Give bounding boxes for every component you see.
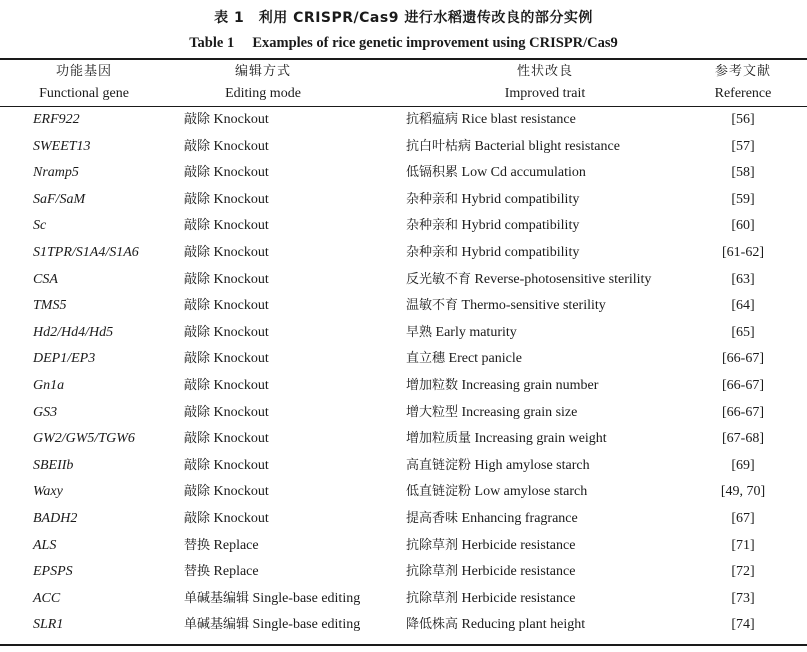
header-mode-cn: 编辑方式 bbox=[234, 64, 291, 79]
reference-cell: [67-68] bbox=[722, 431, 764, 447]
improved-trait-cell bbox=[406, 426, 607, 453]
trait-cn: 增加粒数 bbox=[406, 377, 459, 393]
mode-cn: 敲除 bbox=[184, 218, 211, 234]
gene-cell: SaF/SaM bbox=[33, 191, 86, 207]
table-row bbox=[0, 426, 807, 453]
header-trait-cn: 性状改良 bbox=[516, 64, 573, 79]
editing-mode-cell bbox=[184, 267, 269, 294]
editing-mode-cell bbox=[184, 160, 269, 187]
mode-cn: 敲除 bbox=[184, 377, 211, 393]
improved-trait-cell bbox=[406, 240, 579, 267]
mode-cn: 敲除 bbox=[184, 484, 211, 500]
trait-cn: 抗除草剂 bbox=[406, 537, 459, 553]
trait-cn: 低镉积累 bbox=[406, 165, 459, 181]
mode-cn: 敲除 bbox=[184, 431, 211, 447]
mode-cn: 敲除 bbox=[184, 191, 211, 207]
trait-en: Hybrid compatibility bbox=[461, 218, 580, 234]
improved-trait-cell bbox=[406, 586, 575, 613]
mode-en: Knockout bbox=[213, 457, 269, 473]
trait-en: High amylose starch bbox=[474, 457, 590, 473]
improved-trait-cell bbox=[406, 533, 575, 560]
gene-cell: Hd2/Hd4/Hd5 bbox=[33, 324, 114, 340]
gene-cell: Sc bbox=[33, 218, 47, 234]
reference-cell: [63] bbox=[731, 271, 755, 287]
trait-cn: 抗白叶枯病 bbox=[406, 138, 472, 154]
mode-cn: 敲除 bbox=[184, 457, 211, 473]
table-row bbox=[0, 559, 807, 586]
header-editing-mode bbox=[168, 61, 358, 105]
gene-cell: Gn1a bbox=[33, 377, 65, 393]
gene-cell: ACC bbox=[33, 590, 61, 606]
mode-en: Knockout bbox=[213, 271, 269, 287]
table-row bbox=[0, 240, 807, 267]
header-mode-en: Editing mode bbox=[225, 86, 301, 101]
gene-cell: EPSPS bbox=[33, 564, 73, 580]
table-caption-english: Table 1 Examples of rice genetic improvement using CRISPR/Cas9 bbox=[189, 35, 618, 51]
mode-cn: 敲除 bbox=[184, 404, 211, 420]
trait-en: Herbicide resistance bbox=[461, 590, 576, 606]
editing-mode-cell bbox=[184, 453, 269, 480]
header-gene-cn: 功能基因 bbox=[55, 64, 112, 79]
gene-cell: Nramp5 bbox=[33, 165, 79, 181]
trait-en: Bacterial blight resistance bbox=[474, 138, 620, 154]
improved-trait-cell bbox=[406, 479, 587, 506]
trait-en: Thermo-sensitive sterility bbox=[461, 298, 606, 314]
table-row bbox=[0, 267, 807, 294]
bottom-rule bbox=[0, 644, 807, 646]
header-reference-cn: 参考文献 bbox=[714, 64, 771, 79]
mode-cn: 敲除 bbox=[184, 112, 211, 127]
mode-cn: 敲除 bbox=[184, 244, 211, 260]
improved-trait-cell bbox=[406, 267, 651, 294]
improved-trait-cell bbox=[406, 187, 579, 214]
gene-cell: DEP1/EP3 bbox=[33, 351, 96, 367]
mode-en: Single-base editing bbox=[252, 617, 361, 633]
improved-trait-cell bbox=[406, 612, 585, 639]
table-row bbox=[0, 134, 807, 161]
header-functional-gene bbox=[14, 61, 154, 105]
table-body bbox=[0, 107, 807, 639]
table-header bbox=[0, 61, 807, 105]
table-row bbox=[0, 533, 807, 560]
editing-mode-cell bbox=[184, 240, 269, 267]
table-row bbox=[0, 612, 807, 639]
reference-cell: [67] bbox=[731, 510, 755, 526]
reference-cell: [56] bbox=[731, 112, 755, 127]
editing-mode-cell bbox=[184, 506, 269, 533]
trait-en: Rice blast resistance bbox=[461, 112, 576, 127]
reference-cell: [64] bbox=[731, 298, 755, 314]
header-reference bbox=[700, 61, 786, 105]
mode-en: Knockout bbox=[213, 324, 269, 340]
mode-cn: 敲除 bbox=[184, 351, 211, 367]
trait-en: Increasing grain number bbox=[461, 377, 599, 393]
improved-trait-cell bbox=[406, 134, 620, 161]
trait-en: Erect panicle bbox=[448, 351, 522, 367]
table-row bbox=[0, 453, 807, 480]
mode-cn: 单碱基编辑 bbox=[184, 617, 250, 633]
mode-cn: 敲除 bbox=[184, 510, 211, 526]
mode-en: Single-base editing bbox=[252, 590, 361, 606]
table-caption-chinese: 表 1 利用 CRISPR/Cas9 进行水稻遗传改良的部分实例 bbox=[214, 10, 593, 26]
mode-en: Knockout bbox=[213, 510, 269, 526]
trait-en: Reducing plant height bbox=[461, 617, 586, 633]
mode-en: Knockout bbox=[213, 112, 269, 127]
table-row bbox=[0, 373, 807, 400]
top-rule bbox=[0, 58, 807, 60]
table-row bbox=[0, 213, 807, 240]
reference-cell: [66-67] bbox=[722, 377, 764, 393]
mode-cn: 替换 bbox=[184, 537, 211, 553]
editing-mode-cell bbox=[184, 346, 269, 373]
trait-en: Low Cd accumulation bbox=[461, 165, 586, 181]
mode-en: Knockout bbox=[213, 431, 269, 447]
reference-cell: [58] bbox=[731, 165, 755, 181]
editing-mode-cell bbox=[184, 479, 269, 506]
editing-mode-cell bbox=[184, 213, 269, 240]
improved-trait-cell bbox=[406, 160, 586, 187]
editing-mode-cell bbox=[184, 293, 269, 320]
reference-cell: [73] bbox=[731, 590, 755, 606]
header-gene-en: Functional gene bbox=[39, 86, 129, 101]
gene-cell: S1TPR/S1A4/S1A6 bbox=[33, 244, 139, 260]
trait-en: Low amylose starch bbox=[474, 484, 588, 500]
mode-en: Knockout bbox=[213, 244, 269, 260]
reference-cell: [59] bbox=[731, 191, 755, 207]
reference-cell: [66-67] bbox=[722, 351, 764, 367]
editing-mode-cell bbox=[184, 559, 259, 586]
trait-en: Increasing grain size bbox=[461, 404, 578, 420]
mode-en: Knockout bbox=[213, 404, 269, 420]
gene-cell: BADH2 bbox=[33, 510, 78, 526]
trait-en: Herbicide resistance bbox=[461, 537, 576, 553]
editing-mode-cell bbox=[184, 426, 269, 453]
reference-cell: [69] bbox=[731, 457, 755, 473]
improved-trait-cell bbox=[406, 400, 577, 427]
table-row bbox=[0, 187, 807, 214]
trait-en: Increasing grain weight bbox=[474, 431, 607, 447]
trait-en: Reverse-photosensitive sterility bbox=[474, 271, 652, 287]
trait-cn: 增加粒质量 bbox=[406, 431, 472, 447]
mode-cn: 单碱基编辑 bbox=[184, 590, 250, 606]
improved-trait-cell bbox=[406, 373, 598, 400]
mode-cn: 替换 bbox=[184, 564, 211, 580]
trait-cn: 温敏不育 bbox=[406, 298, 459, 314]
mode-en: Knockout bbox=[213, 298, 269, 314]
trait-cn: 高直链淀粉 bbox=[406, 457, 472, 473]
reference-cell: [57] bbox=[731, 138, 755, 154]
improved-trait-cell bbox=[406, 293, 606, 320]
mode-en: Replace bbox=[213, 537, 259, 553]
table-row bbox=[0, 293, 807, 320]
mode-en: Knockout bbox=[213, 165, 269, 181]
editing-mode-cell bbox=[184, 533, 259, 560]
improved-trait-cell bbox=[406, 453, 590, 480]
reference-cell: [71] bbox=[731, 537, 755, 553]
mode-en: Knockout bbox=[213, 191, 269, 207]
table-row bbox=[0, 506, 807, 533]
gene-cell: GW2/GW5/TGW6 bbox=[33, 431, 135, 447]
mode-en: Knockout bbox=[213, 218, 269, 234]
trait-cn: 抗稻瘟病 bbox=[406, 112, 459, 127]
trait-cn: 反光敏不育 bbox=[406, 271, 472, 287]
mode-en: Knockout bbox=[213, 484, 269, 500]
editing-mode-cell bbox=[184, 187, 269, 214]
gene-cell: SWEET13 bbox=[33, 138, 91, 154]
gene-cell: SLR1 bbox=[33, 617, 64, 633]
table-row bbox=[0, 586, 807, 613]
mode-en: Replace bbox=[213, 564, 259, 580]
gene-cell: TMS5 bbox=[33, 298, 67, 314]
editing-mode-cell bbox=[184, 373, 269, 400]
editing-mode-cell bbox=[184, 612, 360, 639]
mode-cn: 敲除 bbox=[184, 298, 211, 314]
trait-en: Enhancing fragrance bbox=[461, 510, 578, 526]
mode-cn: 敲除 bbox=[184, 324, 211, 340]
trait-cn: 降低株高 bbox=[406, 617, 459, 633]
table-row bbox=[0, 160, 807, 187]
mode-cn: 敲除 bbox=[184, 138, 211, 154]
trait-en: Hybrid compatibility bbox=[461, 244, 580, 260]
reference-cell: [60] bbox=[731, 218, 755, 234]
reference-cell: [61-62] bbox=[722, 244, 764, 260]
editing-mode-cell bbox=[184, 134, 269, 161]
trait-cn: 杂种亲和 bbox=[406, 244, 459, 260]
table-row bbox=[0, 107, 807, 134]
gene-cell: SBEIIb bbox=[33, 457, 74, 473]
gene-cell: GS3 bbox=[33, 404, 58, 420]
mode-en: Knockout bbox=[213, 351, 269, 367]
trait-cn: 杂种亲和 bbox=[406, 218, 459, 234]
mode-cn: 敲除 bbox=[184, 271, 211, 287]
reference-cell: [65] bbox=[731, 324, 755, 340]
improved-trait-cell bbox=[406, 107, 576, 134]
improved-trait-cell bbox=[406, 506, 578, 533]
improved-trait-cell bbox=[406, 346, 522, 373]
reference-cell: [49, 70] bbox=[720, 484, 766, 500]
editing-mode-cell bbox=[184, 400, 269, 427]
trait-cn: 早熟 bbox=[406, 324, 433, 340]
trait-cn: 抗除草剂 bbox=[406, 564, 459, 580]
improved-trait-cell bbox=[406, 213, 579, 240]
trait-en: Herbicide resistance bbox=[461, 564, 576, 580]
trait-en: Hybrid compatibility bbox=[461, 191, 580, 207]
table-row bbox=[0, 400, 807, 427]
mode-cn: 敲除 bbox=[184, 165, 211, 181]
table-row bbox=[0, 320, 807, 347]
trait-cn: 杂种亲和 bbox=[406, 191, 459, 207]
mode-en: Knockout bbox=[213, 138, 269, 154]
improved-trait-cell bbox=[406, 559, 575, 586]
trait-cn: 提高香味 bbox=[406, 510, 459, 526]
table-row bbox=[0, 479, 807, 506]
gene-cell: Waxy bbox=[33, 484, 63, 500]
trait-en: Early maturity bbox=[435, 324, 517, 340]
gene-cell: ERF922 bbox=[33, 112, 80, 127]
trait-cn: 直立穗 bbox=[406, 351, 446, 367]
gene-cell: CSA bbox=[33, 271, 58, 287]
gene-cell: ALS bbox=[33, 537, 57, 553]
trait-cn: 抗除草剂 bbox=[406, 590, 459, 606]
header-improved-trait bbox=[400, 61, 690, 105]
reference-cell: [72] bbox=[731, 564, 755, 580]
header-trait-en: Improved trait bbox=[504, 86, 586, 101]
reference-cell: [74] bbox=[731, 617, 755, 633]
editing-mode-cell bbox=[184, 320, 269, 347]
editing-mode-cell bbox=[184, 586, 360, 613]
trait-cn: 增大粒型 bbox=[406, 404, 459, 420]
header-reference-en: Reference bbox=[714, 86, 772, 101]
reference-cell: [66-67] bbox=[722, 404, 764, 420]
mode-en: Knockout bbox=[213, 377, 269, 393]
improved-trait-cell bbox=[406, 320, 517, 347]
editing-mode-cell bbox=[184, 107, 269, 134]
trait-cn: 低直链淀粉 bbox=[406, 484, 472, 500]
table-row bbox=[0, 346, 807, 373]
